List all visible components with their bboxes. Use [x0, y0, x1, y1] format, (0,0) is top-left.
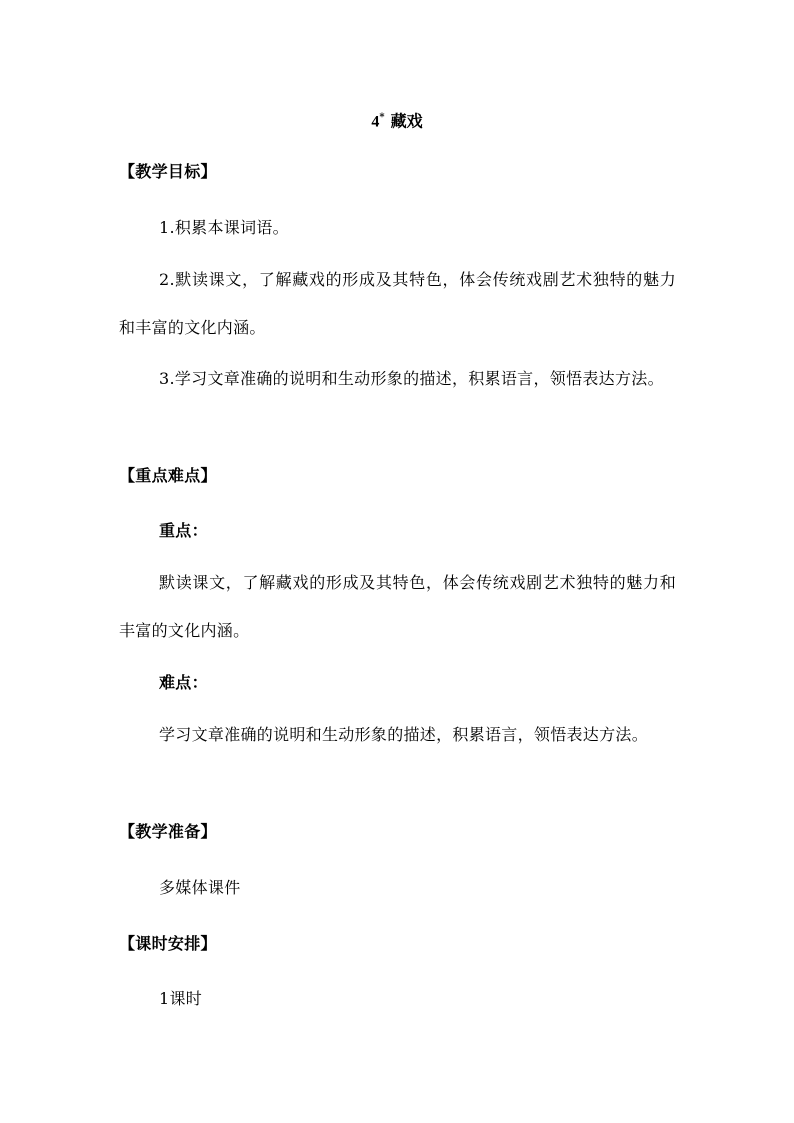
difficult-point-text: 学习文章准确的说明和生动形象的描述，积累语言，领悟表达方法。: [159, 725, 649, 744]
goal-item-1: 1.积累本课词语。: [159, 218, 289, 237]
lesson-star-mark: *: [379, 112, 385, 123]
goal-item-3: [119, 355, 676, 403]
goals-heading: 【教学目标】: [119, 162, 217, 181]
goal-item-2-text: 2.默读课文，了解藏戏的形成及其特色，体会传统戏剧艺术独特的魅力和丰富的文化内涵。: [119, 270, 676, 337]
key-points-heading: 【重点难点】: [119, 466, 217, 485]
lesson-number: 4: [371, 113, 380, 131]
lesson-title-text: 藏戏: [390, 111, 423, 131]
goal-item-2: [119, 256, 676, 352]
key-point-text: 默读课文，了解藏戏的形成及其特色，体会传统戏剧艺术独特的魅力和丰富的文化内涵。: [119, 573, 676, 640]
goal-item-3-text: 3.学习文章准确的说明和生动形象的描述，积累语言，领悟表达方法。: [159, 369, 664, 388]
difficult-point-paragraph: [119, 711, 676, 759]
lesson-title: [0, 106, 794, 134]
schedule-text: 1课时: [159, 989, 203, 1008]
schedule-heading: 【课时安排】: [119, 934, 217, 953]
key-point-paragraph: [119, 559, 676, 655]
preparation-heading: 【教学准备】: [119, 822, 217, 841]
key-point-label: 重点：: [159, 521, 208, 540]
preparation-text: 多媒体课件: [159, 878, 241, 897]
difficult-point-label: 难点：: [159, 673, 208, 692]
